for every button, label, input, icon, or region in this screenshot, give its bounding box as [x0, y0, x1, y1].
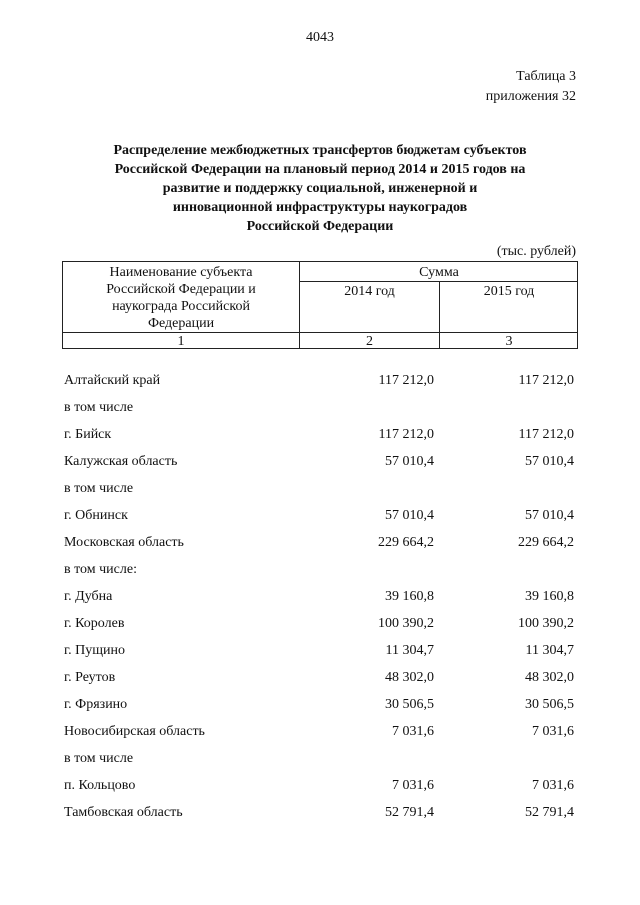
table-row [62, 424, 578, 451]
header-name-column [63, 264, 299, 332]
table-row [62, 775, 578, 802]
table-header [62, 261, 578, 349]
document-title [70, 141, 570, 236]
row-name: г. Реутов [64, 670, 116, 685]
header-year-2015: 2015 год [483, 284, 535, 299]
row-name: г. Обнинск [64, 508, 128, 523]
row-name: г. Бийск [64, 427, 112, 442]
row-value-2014: 229 664,2 [378, 535, 434, 550]
table-row [62, 694, 578, 721]
row-name: г. Дубна [64, 589, 113, 604]
table-row [62, 748, 578, 775]
row-value-2015: 117 212,0 [518, 427, 574, 442]
row-value-2014: 11 304,7 [385, 643, 434, 658]
row-value-2014: 39 160,8 [385, 589, 434, 604]
table-row [62, 667, 578, 694]
row-value-2015: 7 031,6 [532, 778, 574, 793]
row-value-2014: 7 031,6 [392, 724, 434, 739]
row-name: в том числе [64, 400, 134, 415]
page-number: 4043 [306, 30, 334, 45]
table-body [62, 370, 578, 829]
row-value-2015: 100 390,2 [518, 616, 574, 631]
row-name: Алтайский край [64, 373, 161, 388]
row-value-2015: 117 212,0 [518, 373, 574, 388]
row-value-2014: 117 212,0 [378, 373, 434, 388]
row-value-2014: 100 390,2 [378, 616, 434, 631]
row-value-2014: 57 010,4 [385, 508, 434, 523]
row-value-2014: 57 010,4 [385, 454, 434, 469]
row-value-2015: 229 664,2 [518, 535, 574, 550]
table-row [62, 505, 578, 532]
row-value-2015: 39 160,8 [525, 589, 574, 604]
title-line: развитие и поддержку социальной, инженерной и [162, 181, 478, 196]
header-name-line: Российской Федерации и [106, 282, 256, 297]
row-name: г. Пущино [64, 643, 126, 658]
header-sum: Сумма [419, 265, 459, 280]
row-value-2014: 30 506,5 [385, 697, 434, 712]
row-name: Московская область [64, 535, 184, 550]
row-value-2014: 117 212,0 [378, 427, 434, 442]
header-name-line: Федерации [147, 316, 215, 331]
units-label: (тыс. рублей) [496, 244, 576, 259]
row-value-2015: 48 302,0 [525, 670, 574, 685]
header-num-1: 1 [177, 334, 185, 349]
row-name: Калужская область [64, 454, 178, 469]
row-value-2014: 48 302,0 [385, 670, 434, 685]
row-name: г. Фрязино [64, 697, 128, 712]
header-divider [439, 281, 440, 348]
row-value-2014: 52 791,4 [385, 805, 434, 820]
row-name: г. Королев [64, 616, 125, 631]
row-value-2015: 11 304,7 [525, 643, 574, 658]
header-num-2: 2 [366, 334, 373, 349]
header-year-2014: 2014 год [344, 284, 395, 299]
table-row [62, 802, 578, 829]
row-name: Тамбовская область [64, 805, 183, 820]
row-value-2015: 52 791,4 [525, 805, 574, 820]
table-row [62, 451, 578, 478]
row-name: п. Кольцово [64, 778, 136, 793]
table-row [62, 370, 578, 397]
header-name-line: Наименование субъекта [109, 265, 253, 280]
title-line: Распределение межбюджетных трансфертов бюджетам субъектов [113, 143, 527, 158]
table-row [62, 397, 578, 424]
header-num-3: 3 [505, 334, 513, 349]
header-name-line: наукограда Российской [112, 299, 250, 314]
table-row [62, 721, 578, 748]
table-ref-line-1: Таблица 3 [516, 69, 576, 84]
header-divider [63, 332, 577, 333]
table-row [62, 640, 578, 667]
row-value-2014: 7 031,6 [392, 778, 434, 793]
table-row [62, 613, 578, 640]
row-value-2015: 57 010,4 [525, 508, 574, 523]
row-name: в том числе: [64, 562, 137, 577]
table-ref-line-2: приложения 32 [485, 89, 576, 104]
title-line: Российской Федерации на плановый период 2014 и 2015 годов на [114, 162, 526, 177]
row-value-2015: 57 010,4 [525, 454, 574, 469]
table-reference [486, 67, 576, 107]
table-row [62, 532, 578, 559]
table-row [62, 478, 578, 505]
row-value-2015: 30 506,5 [525, 697, 574, 712]
title-line: инновационной инфраструктуры наукоградов [172, 200, 468, 215]
row-name: в том числе [64, 751, 134, 766]
header-divider [299, 262, 300, 348]
header-divider [299, 281, 577, 282]
row-name: Новосибирская область [64, 724, 205, 739]
row-value-2015: 7 031,6 [532, 724, 574, 739]
table-row [62, 586, 578, 613]
title-line: Российской Федерации [246, 219, 394, 234]
row-name: в том числе [64, 481, 134, 496]
table-row [62, 559, 578, 586]
